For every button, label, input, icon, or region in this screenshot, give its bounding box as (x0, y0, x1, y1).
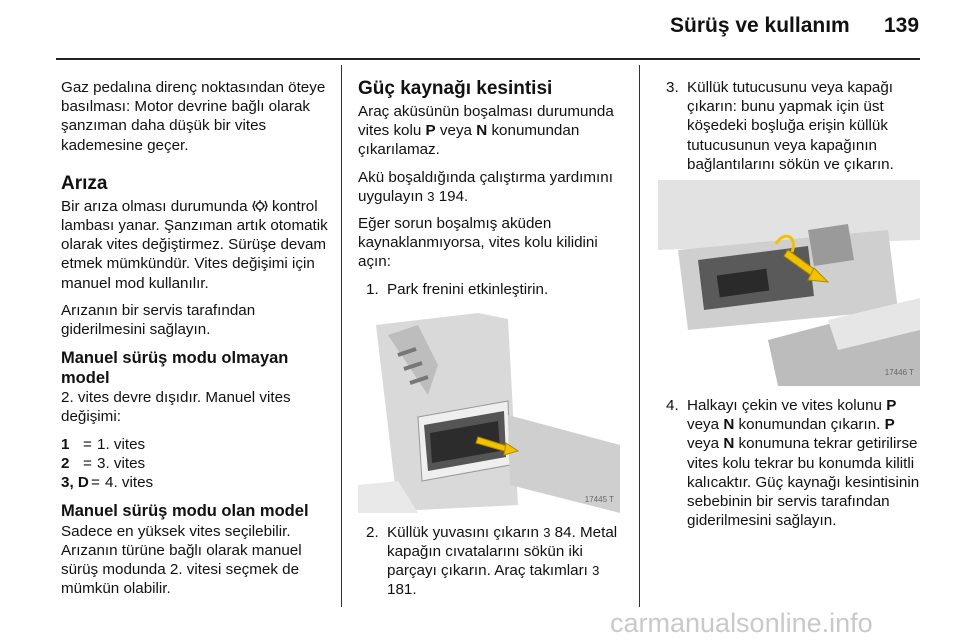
figure-code: 17445 T (584, 494, 614, 504)
page-reference-icon: 3 (592, 563, 600, 579)
page-reference[interactable]: 194. (438, 187, 469, 205)
power-paragraph-2 (358, 168, 626, 206)
step-text: Park frenini etkinleştirin. (387, 280, 549, 298)
text: Akü boşaldığında çalıştırma yardımını uygulayın (358, 168, 613, 205)
gear-p: P (886, 397, 897, 415)
text: konumundan çıkarılamaz. (358, 122, 580, 159)
step-number: 1. (366, 280, 379, 298)
step-number: 2. (366, 523, 379, 541)
page-reference[interactable]: 181. (387, 581, 417, 599)
holder-illustration (658, 180, 920, 386)
list-value: 3. vites (97, 454, 146, 472)
list-equals: = (91, 474, 100, 492)
text: Halkayı çekin ve vites kolunu (687, 397, 882, 415)
gear-n: N (723, 435, 735, 453)
step-text (387, 523, 626, 600)
step-1 (358, 280, 626, 299)
figure-ashtray-holder (658, 180, 920, 386)
figure-ashtray-slot (358, 305, 620, 513)
page-number: 139 (884, 14, 920, 37)
gear-p: P (425, 122, 436, 140)
list-equals: = (83, 435, 92, 453)
text: Metal kapağın cıvatalarını sökün iki parçayı çıkarın. Araç takımları (387, 523, 618, 580)
step-number: 4. (666, 397, 679, 415)
gear-warning-icon (252, 199, 268, 213)
text: veya (687, 416, 720, 434)
page-title: Sürüş ve kullanım (670, 14, 850, 37)
gear-n: N (476, 122, 488, 140)
no-manual-heading: Manuel sürüş modu olmayan model (61, 349, 289, 387)
gear-p: P (884, 416, 895, 434)
page-reference-icon: 3 (427, 188, 435, 204)
list-item (61, 473, 331, 492)
gear-n: N (723, 416, 735, 434)
step-text (687, 396, 926, 530)
intro-paragraph: Gaz pedalına direnç noktasından öteye basılması: Motor devrine bağlı olarak şanzıman daha düşük bir vites kademesine geçer. (61, 79, 326, 154)
step-number: 3. (666, 79, 679, 96)
text: Küllük yuvasını çıkarın (387, 523, 539, 541)
column-divider-left (341, 65, 342, 607)
text: veya (439, 122, 473, 140)
list-value: 4. vites (105, 474, 154, 492)
list-equals: = (83, 454, 92, 472)
text: veya (687, 435, 720, 453)
text: Araç aküsünün boşalması durumunda vites kolu (358, 103, 614, 140)
power-paragraph-1 (358, 102, 626, 160)
step-text: Küllük tutucusunu veya kapağı çıkarın: bunu yapmak için üst köşedeki boşluğa erişin küllük tutucusunun veya kapağının bağlantılarını sökün ve çıkarın. (687, 79, 894, 173)
list-key: 2 (61, 454, 70, 472)
figure-code: 17446 T (884, 367, 914, 377)
column-divider-right (639, 65, 640, 607)
manual-paragraph: Sadece en yüksek vites seçilebilir. Arızanın türüne bağlı olarak manuel sürüş modunda 2. vitesi seçmek de mümkün olabilir. (61, 522, 302, 598)
step-2 (358, 523, 626, 600)
header-divider (56, 58, 920, 60)
page-reference[interactable]: 84. (554, 523, 576, 541)
no-manual-paragraph: 2. vites devre dışıdır. Manuel vites değişimi: (61, 389, 291, 426)
fault-text-a: Bir arıza olması durumunda (61, 197, 248, 215)
list-key: 3, D (61, 474, 89, 492)
power-heading: Güç kaynağı kesintisi (358, 78, 553, 99)
fault-heading: Arıza (61, 172, 108, 194)
watermark: carmanualsonline.info (610, 608, 873, 638)
column-1 (61, 78, 331, 607)
list-key: 1 (61, 435, 70, 453)
console-illustration (358, 305, 620, 513)
manual-heading: Manuel sürüş modu olan model (61, 502, 309, 521)
power-paragraph-3: Eğer sorun boşalmış aküden kaynaklanmıyorsa, vites kolu kilidini açın: (358, 215, 598, 271)
text: konumundan çıkarın. (738, 416, 881, 434)
list-value: 1. vites (97, 435, 146, 453)
fault-paragraph-2: Arızanın bir servis tarafından giderilmesini sağlayın. (61, 301, 256, 339)
fault-paragraph-1 (61, 197, 331, 293)
list-item (61, 435, 331, 454)
column-2 (358, 78, 626, 606)
column-3 (666, 78, 926, 536)
step-3 (666, 78, 926, 174)
gear-list (61, 435, 331, 493)
text: konumuna tekrar getirilirse vites kolu tekrar bu konumda kilitli kalıcaktır. Güç kaynağı kesintisinin sebebinin bir servis tarafından giderilmesini sağlayın. (687, 435, 920, 530)
step-4 (666, 396, 926, 530)
list-item (61, 454, 331, 473)
fault-text-b: kontrol lambası yanar. Şanzıman artık otomatik olarak vites değiştirmez. Sürüşe devam etmek mümkündür. Vites değişimi için manuel mod kullanılır. (61, 197, 328, 292)
page-reference-icon: 3 (543, 524, 551, 540)
